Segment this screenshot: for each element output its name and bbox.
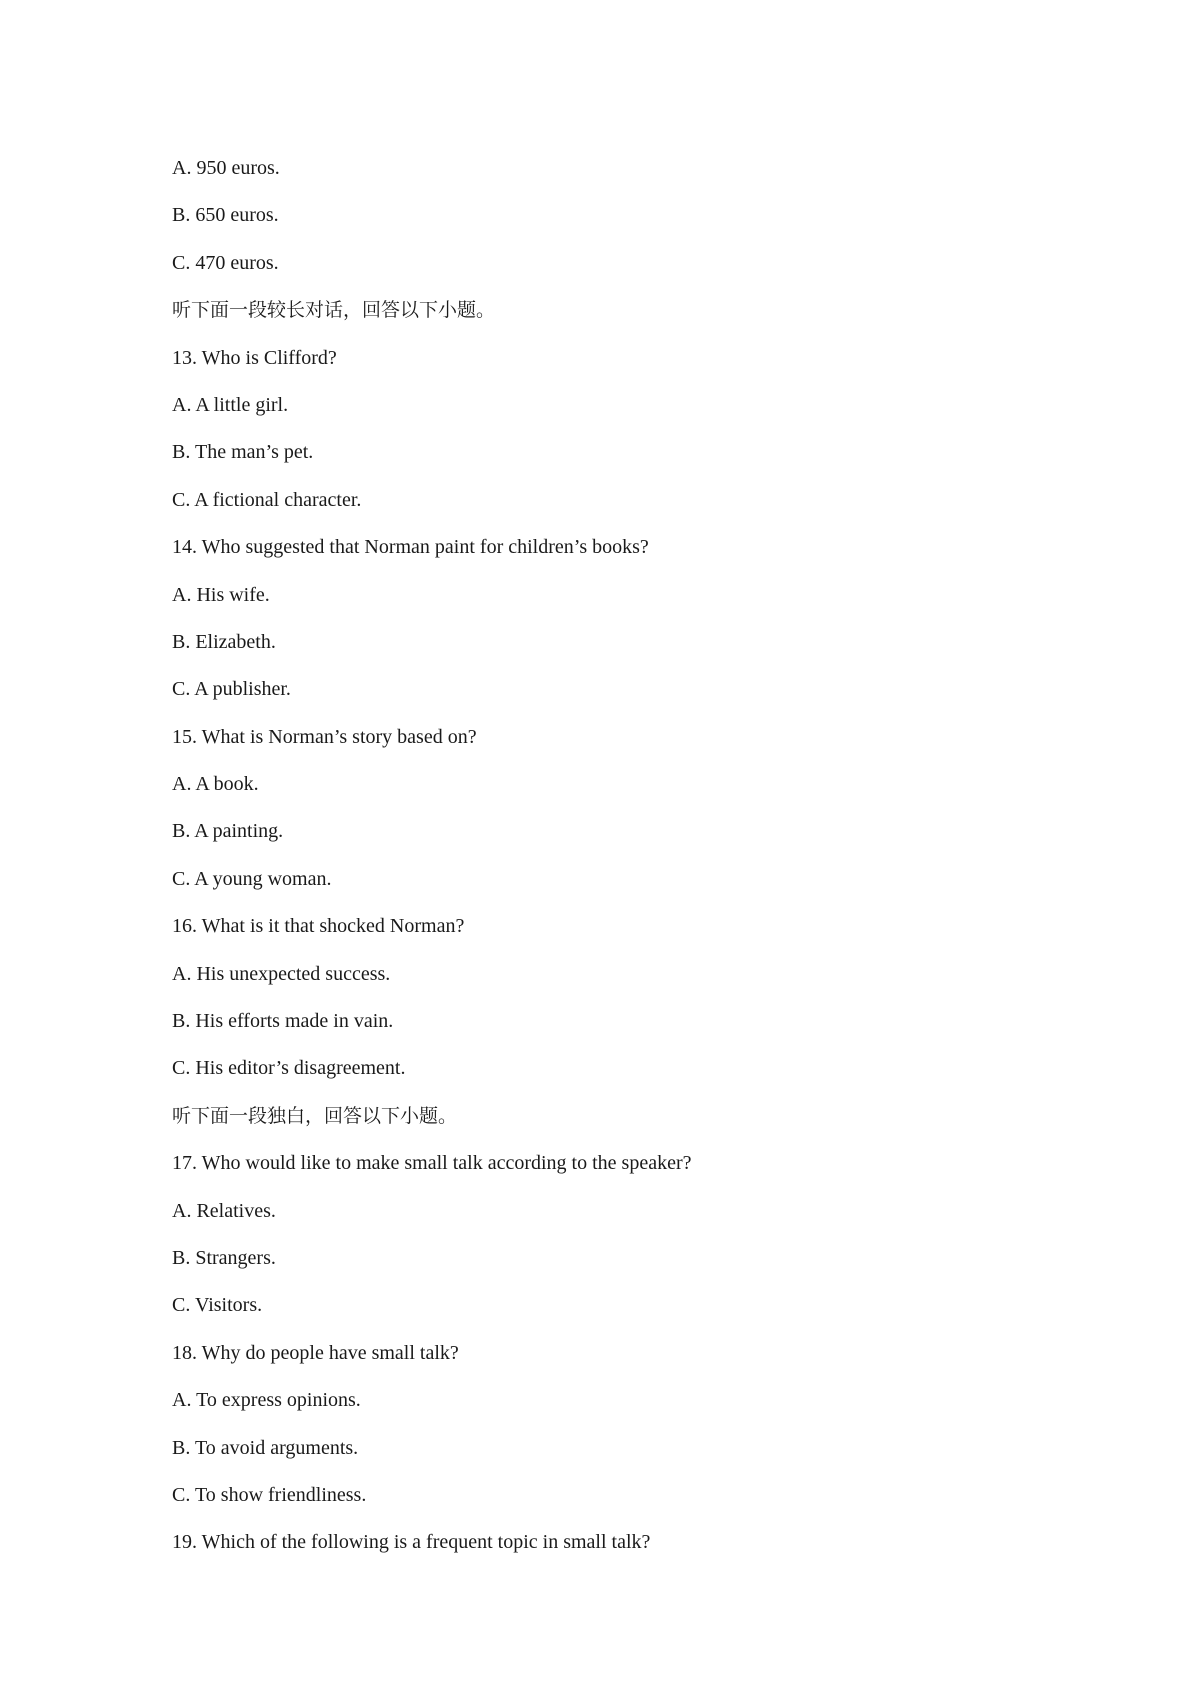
answer-option: A. His wife. — [172, 583, 270, 606]
question-text: 13. Who is Clifford? — [172, 346, 337, 369]
question-text: 17. Who would like to make small talk according to the speaker? — [172, 1152, 692, 1175]
section-instruction: 听下面一段较长对话，回答以下小题。 — [172, 299, 496, 322]
answer-option: B. His efforts made in vain. — [172, 1010, 394, 1033]
answer-option: C. A fictional character. — [172, 488, 362, 511]
question-text: 19. Which of the following is a frequent topic in small talk? — [172, 1531, 651, 1554]
answer-option: A. 950 euros. — [172, 157, 280, 179]
answer-option: C. Visitors. — [172, 1294, 263, 1317]
answer-option: A. To express opinions. — [172, 1389, 361, 1412]
answer-option: A. His unexpected success. — [172, 962, 391, 985]
answer-option: B. Elizabeth. — [172, 630, 276, 653]
answer-option: C. To show friendliness. — [172, 1483, 367, 1506]
question-text: 14. Who suggested that Norman paint for children’s books? — [172, 536, 649, 559]
question-text: 15. What is Norman’s story based on? — [172, 725, 477, 748]
question-text: 16. What is it that shocked Norman? — [172, 915, 465, 938]
answer-option: B. A painting. — [172, 820, 284, 843]
answer-option: C. A publisher. — [172, 678, 291, 701]
answer-option: A. A book. — [172, 773, 259, 796]
answer-option: B. To avoid arguments. — [172, 1436, 359, 1459]
answer-option: C. His editor’s disagreement. — [172, 1057, 406, 1080]
answer-option: B. Strangers. — [172, 1246, 276, 1269]
answer-option: A. Relatives. — [172, 1199, 276, 1222]
answer-option: A. A little girl. — [172, 393, 289, 416]
question-list — [172, 156, 691, 1578]
answer-option: B. 650 euros. — [172, 204, 279, 227]
answer-option: C. 470 euros. — [172, 251, 279, 274]
question-text: 18. Why do people have small talk? — [172, 1341, 459, 1364]
answer-option: B. The man’s pet. — [172, 441, 314, 464]
answer-option: C. A young woman. — [172, 867, 332, 890]
section-instruction: 听下面一段独白，回答以下小题。 — [172, 1104, 458, 1127]
